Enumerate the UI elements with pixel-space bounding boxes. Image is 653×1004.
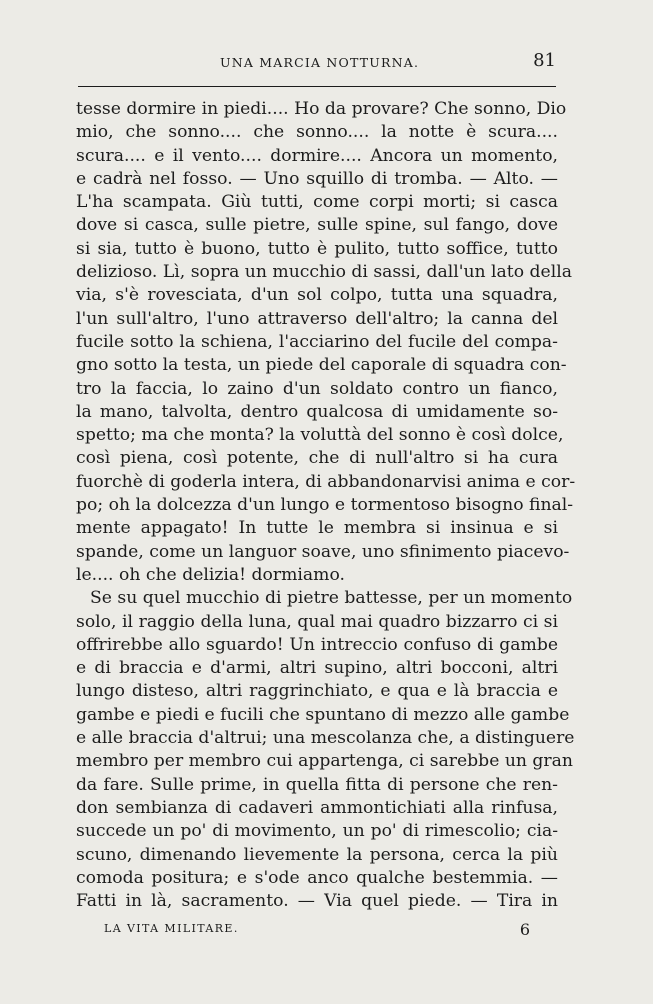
text-line: da fare. Sulle prime, in quella fitta di persone che ren- (76, 774, 558, 795)
text-line: mente appagato! In tutte le membra si insinua e si (76, 518, 558, 539)
text-line: tesse dormire in piedi.... Ho da provare? Che sonno, Dio (76, 99, 567, 119)
text-line: fucile sotto la schiena, l'acciarino del fucile del compa- (76, 331, 558, 352)
text-line: così piena, così potente, che di null'altro si ha cura (76, 448, 558, 469)
text-line: scuno, dimenando lievemente la persona, cerca la più (76, 844, 558, 865)
text-line: scura.... e il vento.... dormire.... Ancora un momento, (76, 145, 558, 166)
text-line: succede un po' di movimento, un po' di rimescolio; cia- (76, 821, 558, 842)
body-text (76, 98, 576, 913)
text-line: L'ha scampata. Giù tutti, come corpi morti; si casca (76, 192, 558, 213)
text-line: fuorchè di goderla intera, di abbandonarvisi anima e cor- (76, 471, 576, 492)
text-line: tro la faccia, lo zaino d'un soldato contro un fianco, (76, 378, 558, 399)
page-number: 81 (533, 50, 556, 71)
text-line: don sembianza di cadaveri ammontichiati alla rinfusa, (76, 797, 558, 818)
text-line: l'un sull'altro, l'uno attraverso dell'altro; la canna del (76, 308, 558, 329)
page-header (76, 52, 556, 74)
text-line: solo, il raggio della luna, qual mai quadro bizzarro ci si (76, 611, 558, 632)
text-line: gambe e piedi e fucili che spuntano di mezzo alle gambe (76, 704, 570, 725)
text-line: comoda positura; e s'ode anco qualche bestemmia. — (76, 867, 558, 888)
paragraph-end-line: le.... oh che delizia! dormiamo. (76, 564, 345, 585)
text-line: e alle braccia d'altrui; una mescolanza che, a distinguere (76, 728, 575, 749)
text-line: spande, come un languor soave, uno sfinimento piacevo- (76, 541, 570, 562)
text-line: e di braccia e d'armi, altri supino, altri bocconi, altri (76, 658, 558, 679)
signature-number: 6 (519, 920, 530, 939)
text-line: si sia, tutto è buono, tutto è pulito, tutto soffice, tutto (76, 238, 558, 259)
page-footer (104, 920, 530, 940)
text-line: offrirebbe allo sguardo! Un intreccio confuso di gambe (76, 634, 558, 655)
text-line: mio, che sonno.... che sonno.... la notte è scura.... (76, 122, 558, 143)
text-line: po; oh la dolcezza d'un lungo e tormentoso bisogno final- (76, 495, 574, 516)
text-line: gno sotto la testa, un piede del caporale di squadra con- (76, 355, 567, 376)
text-line: via, s'è rovesciata, d'un sol colpo, tutta una squadra, (76, 285, 558, 306)
text-line: delizioso. Lì, sopra un mucchio di sassi, dall'un lato della (76, 262, 572, 283)
text-line: membro per membro cui appartenga, ci sarebbe un gran (76, 751, 573, 772)
signature-mark: LA VITA MILITARE. (104, 922, 239, 935)
running-head: UNA MARCIA NOTTURNA. (220, 55, 420, 70)
text-line: dove si casca, sulle pietre, sulle spine, sul fango, dove (76, 215, 558, 236)
text-line: lungo disteso, altri raggrinchiato, e qua e là braccia e (76, 681, 558, 702)
text-line: spetto; ma che monta? la voluttà del sonno è così dolce, (76, 425, 564, 446)
paragraph-start-line: Se su quel mucchio di pietre battesse, per un momento (90, 588, 573, 609)
header-rule (78, 86, 556, 87)
text-line: Fatti in là, sacramento. — Via quel piede. — Tira in (76, 891, 558, 912)
text-line: e cadrà nel fosso. — Uno squillo di tromba. — Alto. — (76, 168, 558, 189)
text-line: la mano, talvolta, dentro qualcosa di umidamente so- (76, 401, 558, 422)
